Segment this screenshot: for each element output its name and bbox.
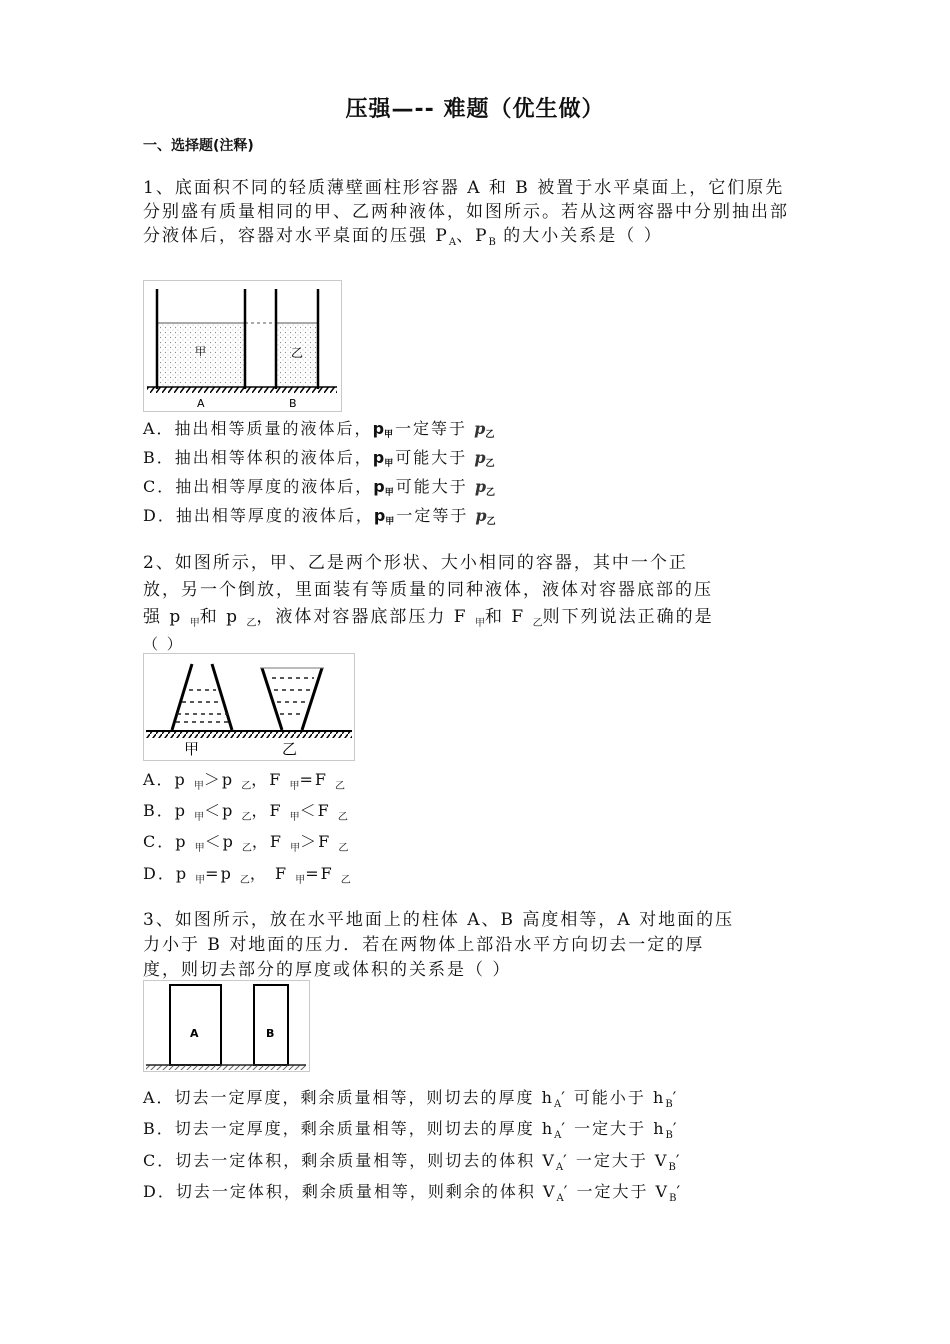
label-pillar-a: A (190, 1027, 199, 1040)
q1-option-d[interactable]: D．抽出相等厚度的液体后，p甲一定等于 p乙 (143, 506, 498, 527)
label-jia: 甲 (184, 740, 200, 758)
q2-option-a[interactable]: A．p $_甲$＞p $_乙$，F $_甲$=F $_乙$ (143, 770, 346, 792)
question-3-text: 3、如图所示，放在水平地面上的柱体 A、B 高度相等，A 对地面的压 力小于 B 对地面的压力．若在两物体上部沿水平方向切去一定的厚 度，则切去部分的厚度或体积的关系是（ ） (143, 910, 735, 980)
q3-option-a[interactable]: A．切去一定厚度，剩余质量相等，则切去的厚度 $h_A'$ 可能小于 $h_B'$ (143, 1088, 679, 1110)
q2-option-c[interactable]: C．p $_甲$＜p $_乙$，F $_甲$＞F $_乙$ (143, 832, 349, 854)
q1-option-c[interactable]: C．抽出相等厚度的液体后，p甲可能大于 p乙 (143, 477, 498, 498)
label-jia: 甲 (195, 345, 206, 358)
question-1-figure (143, 280, 342, 412)
label-container-a: A (197, 397, 205, 410)
q1-option-a[interactable]: A．抽出相等质量的液体后，p甲一定等于 p乙 (143, 419, 497, 440)
label-pillar-b: B (266, 1027, 275, 1040)
q2-option-d[interactable]: D．p $_甲$=p $_乙$， F $_甲$=F $_乙$ (143, 864, 351, 886)
section-heading: 一、选择题(注释) (143, 138, 254, 154)
page-title: 压强—-- 难题（优生做） (345, 97, 605, 122)
label-yi: 乙 (282, 740, 298, 758)
q1-option-b[interactable]: B．抽出相等体积的液体后，p甲可能大于 p乙 (143, 448, 497, 469)
q3-option-b[interactable]: B．切去一定厚度，剩余质量相等，则切去的厚度 $h_A'$ 一定大于 $h_B'$ (143, 1119, 679, 1141)
q2-option-b[interactable]: B．p $_甲$＜p $_乙$，F $_甲$＜F $_乙$ (143, 801, 348, 823)
question-2-text: 2、如图所示，甲、乙是两个形状、大小相同的容器，其中一个正 放，另一个倒放，里面装有等质量的同种液体，液体对容器底部的压 强 p $_甲$和 p $_乙$，液体对容器底部压力 F $_甲$和 F $_乙$则下列说法正确的是 （ ） (143, 553, 714, 653)
q3-option-d[interactable]: D．切去一定体积，剩余质量相等，则剩余的体积 $V_A'$ 一定大于 $V_B'$ (143, 1182, 683, 1204)
question-1-text: 1、底面积不同的轻质薄壁画柱形容器 A 和 B 被置于水平桌面上，它们原先分别盛有质量相同的甲、乙两种液体，如图所示。若从这两容器中分别抽出部分液体后，容器对水平桌面的压强 $P_A$、$P_B$ 的大小关系是（ ） (143, 178, 789, 248)
question-2-figure (143, 653, 355, 761)
q3-option-c[interactable]: C．切去一定体积，剩余质量相等，则切去的体积 $V_A'$ 一定大于 $V_B'$ (143, 1151, 682, 1173)
question-3-figure (143, 980, 310, 1072)
label-container-b: B (289, 397, 297, 410)
label-yi: 乙 (291, 346, 304, 360)
